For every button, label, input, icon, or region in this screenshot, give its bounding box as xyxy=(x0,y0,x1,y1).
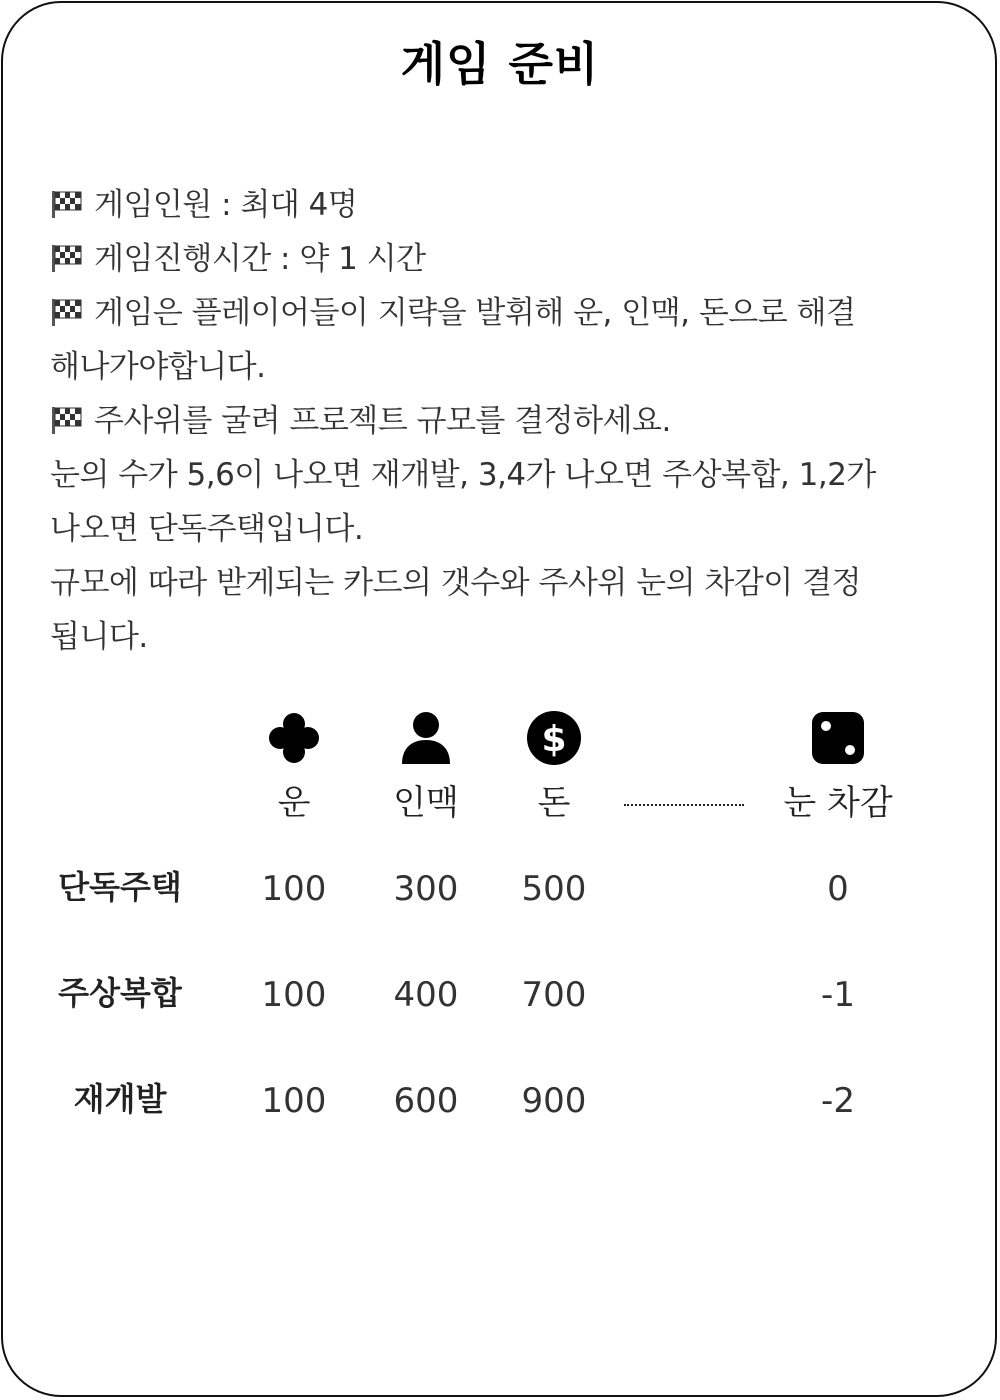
column-header-money: 돈 xyxy=(537,783,571,823)
intro-line-goal-cont: 해나가야합니다. xyxy=(50,349,266,385)
table-cell: 600 xyxy=(393,1081,459,1121)
table-cell: 900 xyxy=(521,1081,587,1121)
svg-text:$: $ xyxy=(541,719,567,760)
intro-line-cards-cont: 됩니다. xyxy=(50,619,148,655)
row-label-mixed-use: 주상복합 xyxy=(58,974,182,1012)
table-cell: 500 xyxy=(521,869,587,909)
table-cell: -1 xyxy=(821,975,855,1015)
dollar-coin-icon xyxy=(524,708,584,768)
intro-line-goal: 게임은 플레이어들이 지략을 발휘해 운, 인맥, 돈으로 해결 xyxy=(50,286,950,340)
table-cell: 0 xyxy=(827,869,849,909)
intro-line-cards: 규모에 따라 받게되는 카드의 갯수와 주사위 눈의 차감이 결정 xyxy=(50,565,861,601)
page-title: 게임 준비 xyxy=(400,37,600,91)
person-icon xyxy=(396,708,456,768)
intro-line-dice: 주사위를 굴려 프로젝트 규모를 결정하세요. xyxy=(50,394,950,448)
table-cell: 100 xyxy=(261,1081,327,1121)
dotted-separator xyxy=(624,804,744,806)
clover-icon xyxy=(264,708,324,768)
table-cell: 100 xyxy=(261,869,327,909)
checkered-flag-icon xyxy=(50,405,84,435)
checkered-flag-icon xyxy=(50,297,84,327)
row-label-detached-house: 단독주택 xyxy=(58,868,182,906)
intro-text xyxy=(50,178,950,664)
row-label-redevelopment: 재개발 xyxy=(73,1080,167,1118)
table-cell: -2 xyxy=(821,1081,855,1121)
intro-line-scale: 눈의 수가 5,6이 나오면 재개발, 3,4가 나오면 주상복합, 1,2가 xyxy=(50,457,876,493)
intro-line-duration: 게임진행시간 : 약 1 시간 xyxy=(50,232,950,286)
dice-icon xyxy=(808,708,868,768)
intro-line-players: 게임인원 : 최대 4명 xyxy=(50,178,950,232)
intro-line-scale-cont: 나오면 단독주택입니다. xyxy=(50,511,364,547)
column-header-dice-deduction: 눈 차감 xyxy=(783,783,893,823)
column-header-network: 인맥 xyxy=(393,783,459,823)
table-cell: 100 xyxy=(261,975,327,1015)
checkered-flag-icon xyxy=(50,243,84,273)
table-cell: 700 xyxy=(521,975,587,1015)
table-cell: 400 xyxy=(393,975,459,1015)
checkered-flag-icon xyxy=(50,189,84,219)
column-header-luck: 운 xyxy=(277,783,311,823)
table-cell: 300 xyxy=(393,869,459,909)
